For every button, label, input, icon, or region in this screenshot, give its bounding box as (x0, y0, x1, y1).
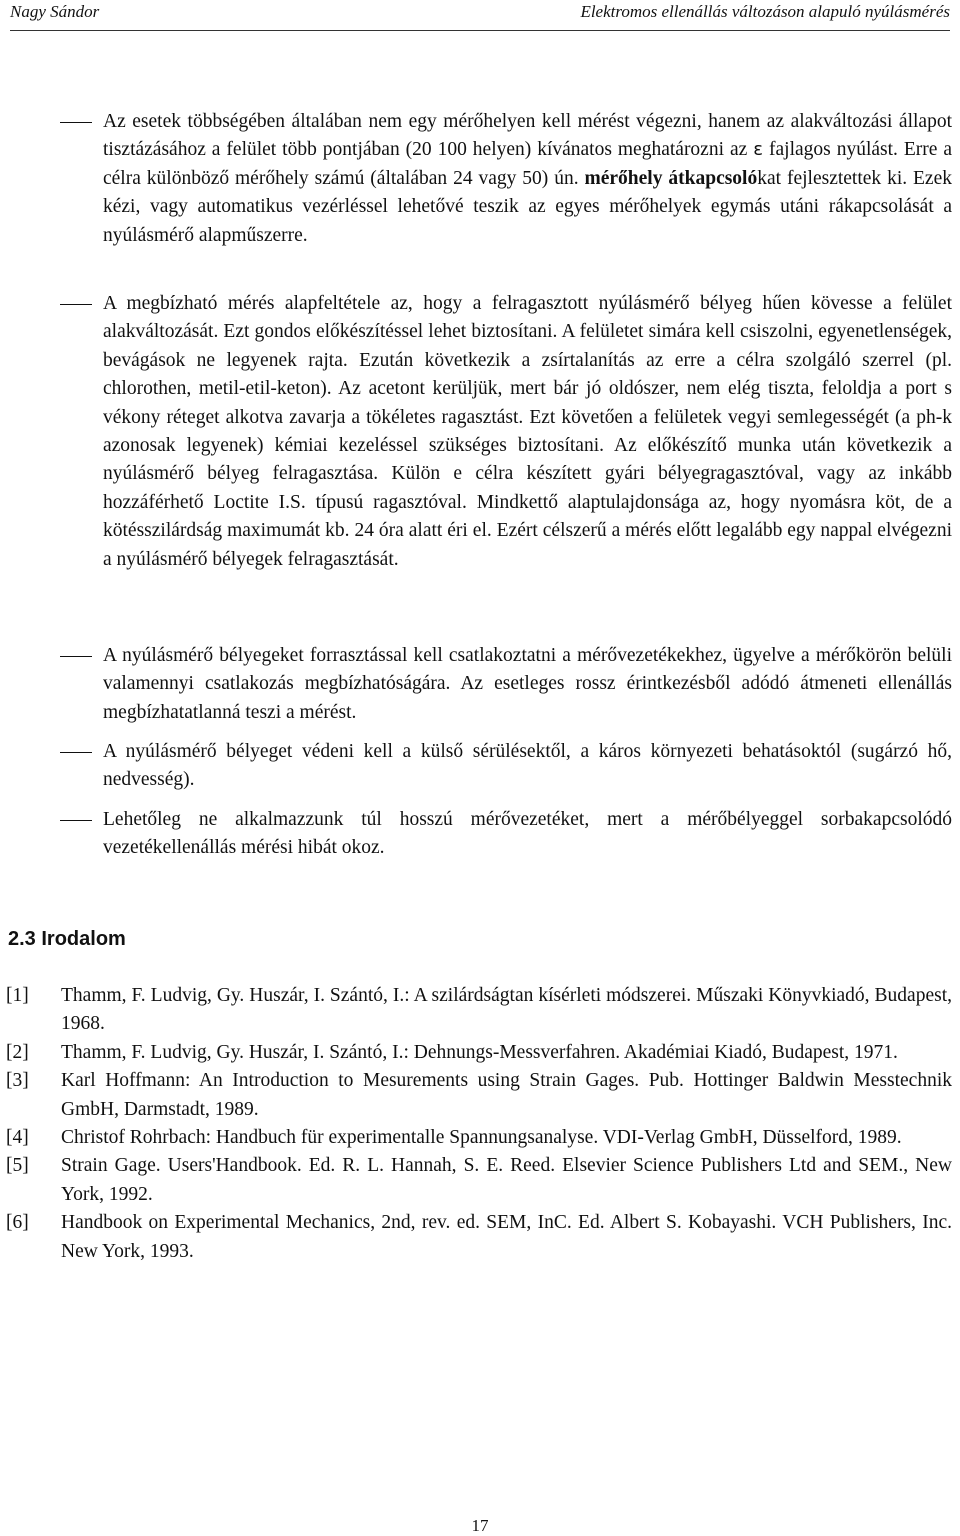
reference-text: Thamm, F. Ludvig, Gy. Huszár, I. Szántó, I.: Dehnungs-Messverfahren. Akadémiai Kiadó, Budapest, 1971. (61, 1041, 898, 1063)
list-item-text: A nyúlásmérő bélyeget védeni kell a külső sérülésektől, a káros környezeti behatásoktól (sugárzó hő, nedvesség). (103, 741, 952, 791)
reference-number: [3] (6, 1070, 29, 1092)
reference-item (6, 1152, 952, 1209)
reference-number: [1] (6, 985, 29, 1006)
list-item-text: Lehetőleg ne alkalmazzunk túl hosszú mérővezetéket, mert a mérőbélyeggel sorbakapcsolódó vezetékellenállás mérési hibát okoz. (103, 809, 952, 859)
reference-item (6, 982, 952, 1039)
text-part: Az esetek többségében általában nem egy mérőhelyen kell mérést végezni, hanem az alakváltozási állapot tisztázásához a felület több pontjában (20 100 helyen) kívánatos meghatározni az (103, 111, 952, 161)
dash-bullet (60, 656, 92, 657)
dash-bullet (60, 820, 92, 821)
header-title: Elektromos ellenállás változáson alapuló nyúlásmérés (580, 2, 950, 21)
list-item-text: A megbízható mérés alapfeltétele az, hogy a felragasztott nyúlásmérő bélyeg hűen kövesse a felület alakváltozását. Ezt gondos előkészítéssel lehet biztosítani. A felületet simára kell csiszolni, egyenetlenségek, bevágások ne legyenek rajta. Ezután következik a zsírtalanítás az erre a célra szolgáló szerrel (pl. chlorothen, metil-etil-keton). Az acetont kerüljük, mert bár jó oldószer, nem elég tiszta, feloldja a port s vékony réteget alkotva zavarja a tökéletes ragasztást. Ezt követően a felületek vegyi semlegességét (a ph-k azonosak legyenek) kémiai kezeléssel szükséges biztosítani. Az előkészítő munka után következik a nyúlásmérő bélyeg felragasztása. Külön e célra készített gyári bélyegragasztóval, vagy az inkább hozzáférhető Loctite I.S. típusú ragasztóval. Mindkettő alaptulajdonsága az, hogy nyomásra köt, de a kötésszilárdság maximumát kb. 24 óra alatt éri el. Ezért célszerű a mérés előtt legalább egy nappal elvégezni a nyúlásmérő bélyegek felragasztását. (103, 293, 952, 570)
dash-bullet (60, 304, 92, 305)
epsilon-symbol: ε (753, 139, 764, 161)
list-item (60, 642, 952, 727)
reference-item (6, 1124, 952, 1152)
page-number: 17 (471, 1516, 489, 1535)
reference-item (6, 1067, 952, 1124)
text-part: fajlagos nyúlást. Erre a célra különböző mérőhely számú (általában 24 vagy 50) ún. (103, 139, 953, 189)
list-item-text (103, 108, 952, 250)
reference-item (6, 1039, 952, 1067)
list-item (60, 108, 952, 250)
reference-text: Handbook on Experimental Mechanics, 2nd, rev. ed. SEM, InC. Ed. Albert S. Kobayashi. VCH Publishers, Inc. New York, 1993. (61, 1212, 952, 1262)
reference-text: Strain Gage. Users'Handbook. Ed. R. L. Hannah, S. E. Reed. Elsevier Science Publishers Ltd and SEM., New York, 1992. (61, 1155, 952, 1205)
reference-number: [6] (6, 1212, 29, 1234)
dash-bullet (60, 122, 92, 123)
reference-number: [4] (6, 1127, 29, 1149)
section-title: 2.3 Irodalom (8, 928, 126, 950)
header-author: Nagy Sándor (10, 2, 100, 21)
reference-number: [2] (6, 1041, 29, 1063)
reference-text: Christof Rohrbach: Handbuch für experimentalle Spannungsanalyse. VDI-Verlag GmbH, Düsselford, 1989. (61, 1127, 902, 1149)
reference-list (6, 982, 952, 1266)
list-item-text: A nyúlásmérő bélyegeket forrasztással kell csatlakoztatni a mérővezetékekhez, ügyelve a mérőkörön belüli valamennyi csatlakozás megbízhatóságára. Az esetleges rossz érintkezésből adódó átmeneti ellenállás megbízhatatlanná teszi a mérést. (103, 645, 952, 723)
dash-bullet (60, 752, 92, 753)
text-part: kat fejlesztettek ki. Ezek kézi, vagy automatikus vezérléssel lehetővé teszik az egyes mérőhelyek egymás utáni rákapcsolását a nyúlásmérő alapműszerre. (103, 167, 952, 246)
list-item (60, 290, 952, 574)
reference-text: Karl Hoffmann: An Introduction to Mesurements using Strain Gages. Pub. Hottinger Baldwin Messtechnik GmbH, Darmstadt, 1989. (61, 1070, 952, 1120)
reference-item (6, 1209, 952, 1266)
reference-number: [5] (6, 1155, 29, 1177)
page-header (10, 0, 950, 31)
list-item (60, 738, 952, 795)
reference-text: Thamm, F. Ludvig, Gy. Huszár, I. Szántó, I.: A szilárdságtan kísérleti módszerei. Műszaki Könyvkiadó, Budapest, 1968. (61, 985, 952, 1035)
bold-term: mérőhely átkapcsoló (584, 167, 758, 189)
list-item (60, 806, 952, 863)
